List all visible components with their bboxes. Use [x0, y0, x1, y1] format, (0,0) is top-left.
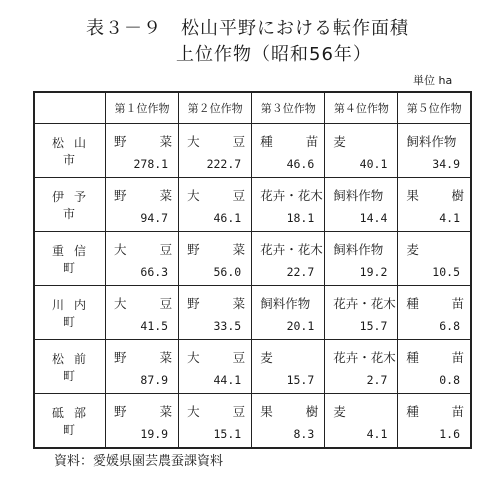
table-cell: [398, 394, 471, 449]
column-header: 第５位作物: [398, 92, 471, 124]
crop-name: 飼料作物: [406, 134, 457, 149]
crop-name: 飼料作物: [333, 188, 384, 203]
corner-cell: [34, 92, 106, 124]
crop-name: 大 豆: [114, 242, 173, 257]
area-value: 15.1: [213, 427, 242, 441]
area-value: 44.1: [213, 373, 242, 387]
area-value: 4.1: [439, 211, 460, 225]
area-value: 22.7: [286, 265, 315, 279]
table-cell: [106, 286, 179, 340]
table-cell: [325, 340, 398, 394]
table-subtitle: 上位作物（昭和56年）: [176, 44, 372, 65]
area-value: 14.4: [359, 211, 388, 225]
area-value: 18.1: [286, 211, 315, 225]
table-title: 表３－９ 松山平野における転作面積: [86, 18, 409, 39]
table-cell: [106, 232, 179, 286]
crop-name: 麦: [260, 350, 273, 365]
crop-name: 麦: [333, 404, 346, 419]
area-value: 46.1: [213, 211, 242, 225]
area-value: 222.7: [206, 157, 242, 171]
table-cell: [179, 394, 252, 449]
crop-name: 野 菜: [187, 242, 246, 257]
column-header: 第４位作物: [325, 92, 398, 124]
area-value: 8.3: [293, 427, 315, 441]
table-cell: [106, 394, 179, 449]
table-cell: [325, 232, 398, 286]
table-cell: [179, 178, 252, 232]
crop-name: 種 苗: [406, 296, 464, 311]
crop-name: 飼料作物: [333, 242, 384, 257]
area-value: 10.5: [432, 265, 460, 279]
crop-name: 飼料作物: [260, 296, 311, 311]
table-cell: [179, 124, 252, 178]
crop-name: 果 樹: [260, 404, 319, 419]
crop-name: 種 苗: [260, 134, 319, 149]
crop-name: 大 豆: [187, 404, 246, 419]
header-row: [34, 92, 471, 124]
crop-name: 大 豆: [187, 188, 246, 203]
area-value: 94.7: [140, 211, 169, 225]
area-value: 15.7: [359, 319, 388, 333]
source-note: 資料：愛媛県園芸農蚕課資料: [54, 454, 224, 469]
table-cell: [325, 124, 398, 178]
area-value: 278.1: [133, 157, 169, 171]
table-cell: [252, 340, 325, 394]
crop-name: 花卉・花木: [333, 350, 396, 365]
table-cell: [179, 286, 252, 340]
crop-name: 種 苗: [406, 350, 464, 365]
crop-table: [33, 91, 472, 449]
area-value: 34.9: [432, 157, 460, 171]
area-value: 87.9: [140, 373, 169, 387]
area-value: 0.8: [439, 373, 460, 387]
crop-name: 大 豆: [187, 134, 246, 149]
table-row: [34, 394, 471, 449]
area-value: 20.1: [286, 319, 315, 333]
area-value: 4.1: [366, 427, 388, 441]
crop-name: 麦: [406, 242, 419, 257]
table-row: [34, 178, 471, 232]
table-row: [34, 340, 471, 394]
table-cell: [325, 394, 398, 449]
crop-name: 大 豆: [114, 296, 173, 311]
table-row: [34, 286, 471, 340]
area-value: 33.5: [213, 319, 242, 333]
crop-name: 野 菜: [114, 188, 173, 203]
area-value: 40.1: [359, 157, 388, 171]
table-cell: [398, 232, 471, 286]
crop-name: 花卉・花木: [260, 242, 323, 257]
area-value: 2.7: [366, 373, 388, 387]
table-cell: [252, 124, 325, 178]
table-cell: [106, 124, 179, 178]
crop-name: 野 菜: [114, 404, 173, 419]
row-header-area: 砥部町: [34, 394, 106, 449]
crop-name: 野 菜: [114, 350, 173, 365]
crop-name: 麦: [333, 134, 346, 149]
table-cell: [106, 340, 179, 394]
table-cell: [179, 232, 252, 286]
area-value: 1.6: [439, 427, 460, 441]
table-cell: [398, 124, 471, 178]
table-cell: [252, 178, 325, 232]
table-cell: [252, 286, 325, 340]
row-header-area: 重信町: [34, 232, 106, 286]
area-value: 56.0: [213, 265, 242, 279]
row-header-area: 伊予市: [34, 178, 106, 232]
crop-name: 果 樹: [406, 188, 464, 203]
table-cell: [398, 286, 471, 340]
area-value: 41.5: [140, 319, 169, 333]
area-value: 19.2: [359, 265, 388, 279]
column-header: 第２位作物: [179, 92, 252, 124]
table-cell: [325, 286, 398, 340]
table-cell: [252, 232, 325, 286]
crop-name: 花卉・花木: [333, 296, 396, 311]
area-value: 66.3: [140, 265, 169, 279]
crop-name: 大 豆: [187, 350, 246, 365]
table-cell: [398, 178, 471, 232]
area-value: 15.7: [286, 373, 315, 387]
table-cell: [325, 178, 398, 232]
area-value: 6.8: [439, 319, 460, 333]
row-header-area: 川内町: [34, 286, 106, 340]
table-row: [34, 232, 471, 286]
column-header: 第１位作物: [106, 92, 179, 124]
unit-label: 単位 ha: [413, 74, 453, 87]
crop-name: 花卉・花木: [260, 188, 323, 203]
crop-name: 種 苗: [406, 404, 464, 419]
crop-name: 野 菜: [114, 134, 173, 149]
table-cell: [398, 340, 471, 394]
area-value: 46.6: [286, 157, 315, 171]
table-cell: [179, 340, 252, 394]
table-row: [34, 124, 471, 178]
table-cell: [252, 394, 325, 449]
area-value: 19.9: [140, 427, 169, 441]
column-header: 第３位作物: [252, 92, 325, 124]
row-header-area: 松山市: [34, 124, 106, 178]
table-cell: [106, 178, 179, 232]
crop-name: 野 菜: [187, 296, 246, 311]
row-header-area: 松前町: [34, 340, 106, 394]
